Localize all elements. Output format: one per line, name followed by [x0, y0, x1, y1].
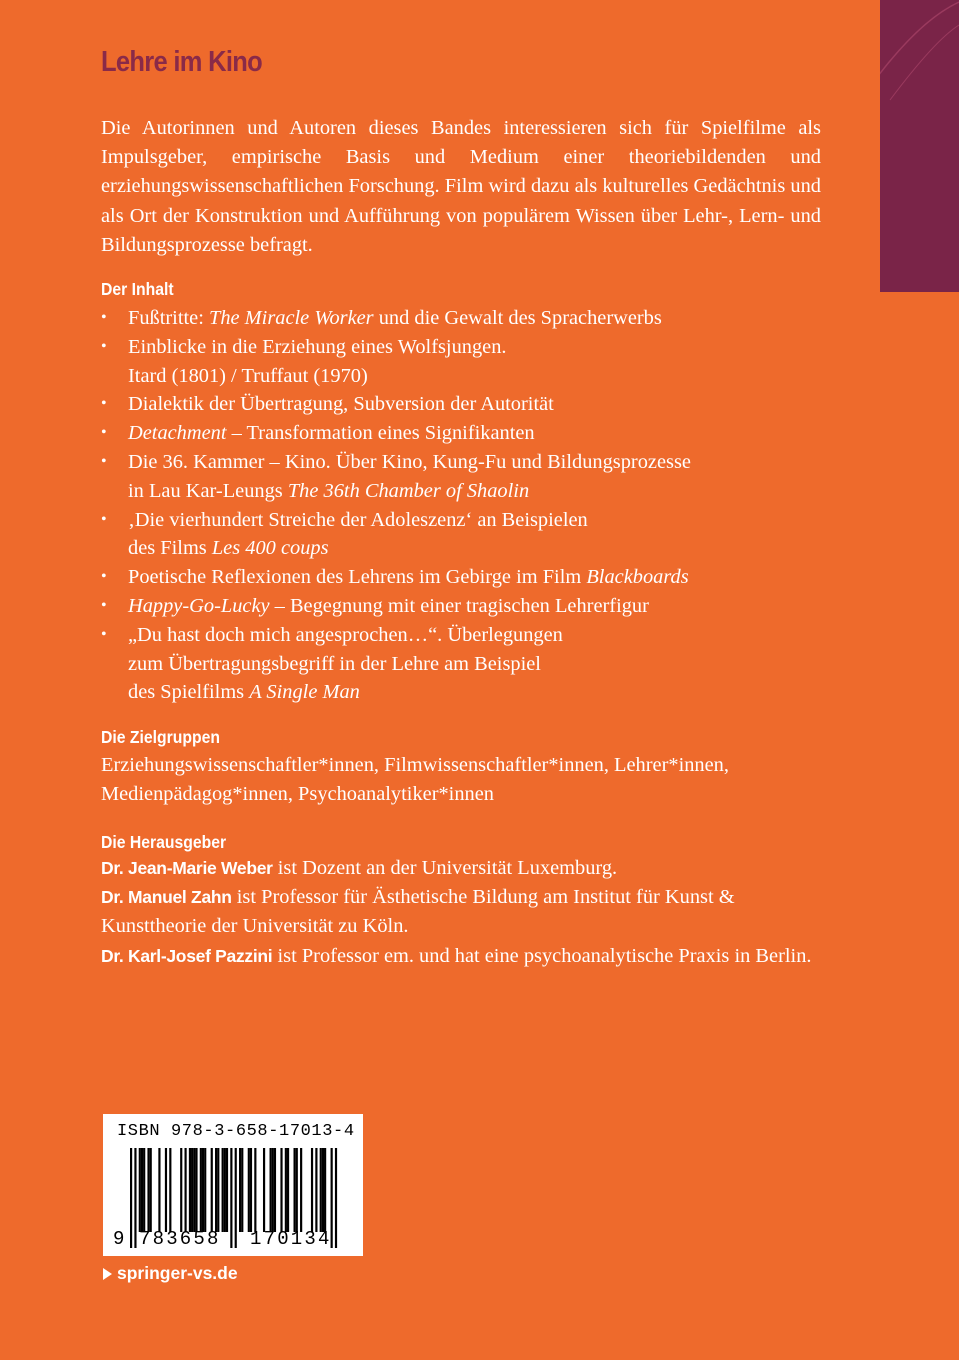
barcode-bar: [158, 1148, 160, 1232]
barcode-digits-left: 783658: [139, 1228, 221, 1250]
barcode-bar: [134, 1148, 136, 1248]
barcode-bar: [180, 1148, 182, 1232]
list-item-line: [128, 506, 821, 535]
film-title: Les 400 coups: [211, 537, 329, 560]
barcode-bar: [287, 1148, 289, 1232]
text-part: Die 36. Kammer – Kino. Über Kino, Kung-Fu und Bildungsprozesse: [128, 450, 691, 473]
barcode-bar: [217, 1148, 219, 1232]
list-item-line: [128, 477, 821, 506]
editor-name: Dr. Jean-Marie Weber: [101, 858, 273, 878]
barcode-bar: [150, 1148, 152, 1232]
editor-description: ist Professor für Ästhetische Bildung am Institut für Kunst & Kunsttheorie der Universität zu Köln.: [101, 886, 735, 938]
film-title: The Miracle Worker: [209, 307, 374, 329]
barcode-bar: [285, 1148, 287, 1232]
barcode-bar: [147, 1148, 149, 1232]
barcode-bar: [248, 1148, 250, 1232]
list-item: [101, 390, 821, 419]
editor-name: Dr. Karl-Josef Pazzini: [101, 945, 273, 966]
list-item: [101, 506, 821, 564]
barcode-bar: [195, 1148, 197, 1232]
list-item-line: [128, 419, 821, 448]
barcode-digits-right: 170134: [250, 1228, 332, 1250]
text-part: und die Gewalt des Spracherwerbs: [373, 307, 662, 329]
list-item-line: [128, 304, 821, 333]
barcode-bar: [239, 1148, 241, 1232]
list-item: [101, 333, 821, 391]
barcode-bar: [226, 1148, 228, 1232]
text-part: des Films: [128, 537, 212, 560]
editors-list: [101, 854, 821, 971]
editors-heading: Die Herausgeber: [101, 832, 227, 852]
website-link[interactable]: [103, 1263, 238, 1284]
barcode-bar: [311, 1148, 313, 1232]
barcode-bar: [204, 1148, 206, 1232]
barcode-bar: [230, 1148, 232, 1248]
barcode-bar: [130, 1148, 132, 1248]
barcode-bar: [315, 1148, 317, 1232]
bullet-icon: •: [101, 337, 107, 355]
bullet-icon: •: [101, 452, 107, 470]
corner-accent-block: [880, 0, 959, 292]
decorative-arcs-icon: [880, 0, 959, 292]
barcode-bar: [241, 1148, 243, 1232]
bullet-icon: •: [101, 568, 107, 586]
text-part: ‚Die vierhundert Streiche der Adoleszenz‘ an Beispielen: [128, 508, 588, 531]
barcode-bar: [270, 1148, 272, 1232]
list-item: [101, 621, 821, 707]
list-item: [101, 419, 821, 448]
editor-name: Dr. Manuel Zahn: [101, 887, 232, 908]
barcode-bar: [222, 1148, 224, 1232]
list-item-line: [128, 650, 821, 679]
isbn-barcode: [103, 1114, 363, 1256]
list-item-line: [128, 592, 821, 621]
editor-entry: [101, 854, 821, 883]
intro-paragraph: Die Autorinnen und Autoren dieses Bandes interessieren sich für Spielfilme als Impulsgeber, empirische Basis und Medium einer theoriebildenden und erziehungswissenschaftlichen Forschung. Film wird dazu als kulturelles Gedächtnis und als Ort der Konstruktion und Aufführung von populärem Wissen über Lehr-, Lern- und Bildungsprozesse befragt.: [101, 117, 821, 256]
film-title: The 36th Chamber of Shaolin: [287, 479, 530, 502]
barcode-bar: [143, 1148, 145, 1232]
barcode-bar: [294, 1148, 296, 1232]
barcode-bar: [335, 1148, 337, 1248]
target-groups-text: Erziehungswissenschaftler*innen, Filmwissenschaftler*innen, Lehrer*innen, Medienpädagog*innen, Psychoanalytiker*innen: [101, 754, 729, 806]
book-title: Lehre im Kino: [101, 46, 263, 78]
isbn-label: ISBN 978-3-658-17013-4: [117, 1122, 355, 1141]
bullet-icon: •: [101, 395, 107, 413]
list-item-line: [128, 621, 821, 650]
barcode-bar: [300, 1148, 302, 1232]
editor-entry: [101, 942, 821, 971]
list-item-line: [128, 563, 821, 592]
text-part: – Begegnung mit einer tragischen Lehrerfigur: [269, 594, 649, 617]
barcode-bar: [274, 1148, 276, 1232]
bullet-icon: •: [101, 309, 107, 326]
barcode-bar: [202, 1148, 204, 1232]
barcode-bar: [280, 1148, 282, 1232]
text-part: „Du hast doch mich angesprochen…“. Überlegungen: [128, 623, 563, 646]
barcode-bar: [324, 1148, 326, 1232]
film-title: Detachment: [128, 422, 227, 445]
barcode-bar: [169, 1148, 171, 1232]
barcode-bar: [224, 1148, 226, 1232]
barcode-bar: [191, 1148, 193, 1232]
barcode-bar: [296, 1148, 298, 1232]
text-part: Poetische Reflexionen des Lehrens im Gebirge im Film: [128, 566, 587, 589]
text-part: Dialektik der Übertragung, Subversion der Autorität: [128, 393, 554, 416]
play-arrow-icon: [103, 1268, 112, 1280]
barcode-bar: [165, 1148, 167, 1232]
bullet-icon: •: [101, 625, 107, 643]
barcode-bar: [200, 1148, 202, 1232]
barcode-bar: [263, 1148, 265, 1232]
list-item: [101, 563, 821, 592]
film-title: A Single Man: [249, 681, 360, 704]
barcode-bar: [189, 1148, 191, 1232]
contents-list: [101, 304, 821, 707]
bullet-icon: •: [101, 510, 107, 528]
barcode-bar: [235, 1148, 237, 1248]
barcode-bar: [193, 1148, 195, 1232]
barcode-bar: [322, 1148, 324, 1232]
bullet-icon: •: [101, 424, 107, 442]
bullet-icon: •: [101, 596, 107, 614]
text-part: Einblicke in die Erziehung eines Wolfsjungen.: [128, 335, 507, 358]
list-item-line: [128, 448, 821, 477]
text-part: zum Übertragungsbegriff in der Lehre am Beispiel: [128, 652, 541, 675]
editor-description: ist Professor em. und hat eine psychoanalytische Praxis in Berlin.: [272, 944, 812, 967]
film-title: Blackboards: [586, 566, 689, 589]
barcode-bar: [272, 1148, 274, 1232]
film-title: Happy-Go-Lucky: [128, 594, 270, 617]
website-text: springer-vs.de: [117, 1263, 238, 1283]
list-item: [101, 304, 821, 333]
list-item-line: [128, 534, 821, 563]
barcode-bar: [211, 1148, 213, 1232]
editor-entry: [101, 883, 821, 941]
list-item-line: [128, 362, 821, 391]
list-item: [101, 592, 821, 621]
contents-heading: Der Inhalt: [101, 279, 174, 299]
barcode-first-digit: 9: [113, 1228, 125, 1250]
barcode-bar: [254, 1148, 256, 1232]
list-item-line: [128, 333, 821, 362]
barcode-bar: [141, 1148, 143, 1232]
text-part: – Transformation eines Signifikanten: [226, 422, 535, 445]
text-part: Itard (1801) / Truffaut (1970): [128, 364, 368, 387]
text-part: in Lau Kar-Leungs: [128, 479, 288, 502]
text-part: Fußtritte:: [128, 307, 209, 329]
barcode-bar: [139, 1148, 141, 1232]
list-item-line: [128, 390, 821, 419]
barcode-bar: [250, 1148, 252, 1232]
barcode-bar: [215, 1148, 217, 1232]
list-item: [101, 448, 821, 506]
target-groups-heading: Die Zielgruppen: [101, 727, 221, 747]
editor-description: ist Dozent an der Universität Luxemburg.: [272, 857, 618, 879]
barcode-bar: [185, 1148, 187, 1232]
list-item-line: [128, 678, 821, 707]
intro-text: [101, 114, 821, 260]
text-part: des Spielfilms: [128, 681, 250, 704]
barcode-bar: [320, 1148, 322, 1232]
